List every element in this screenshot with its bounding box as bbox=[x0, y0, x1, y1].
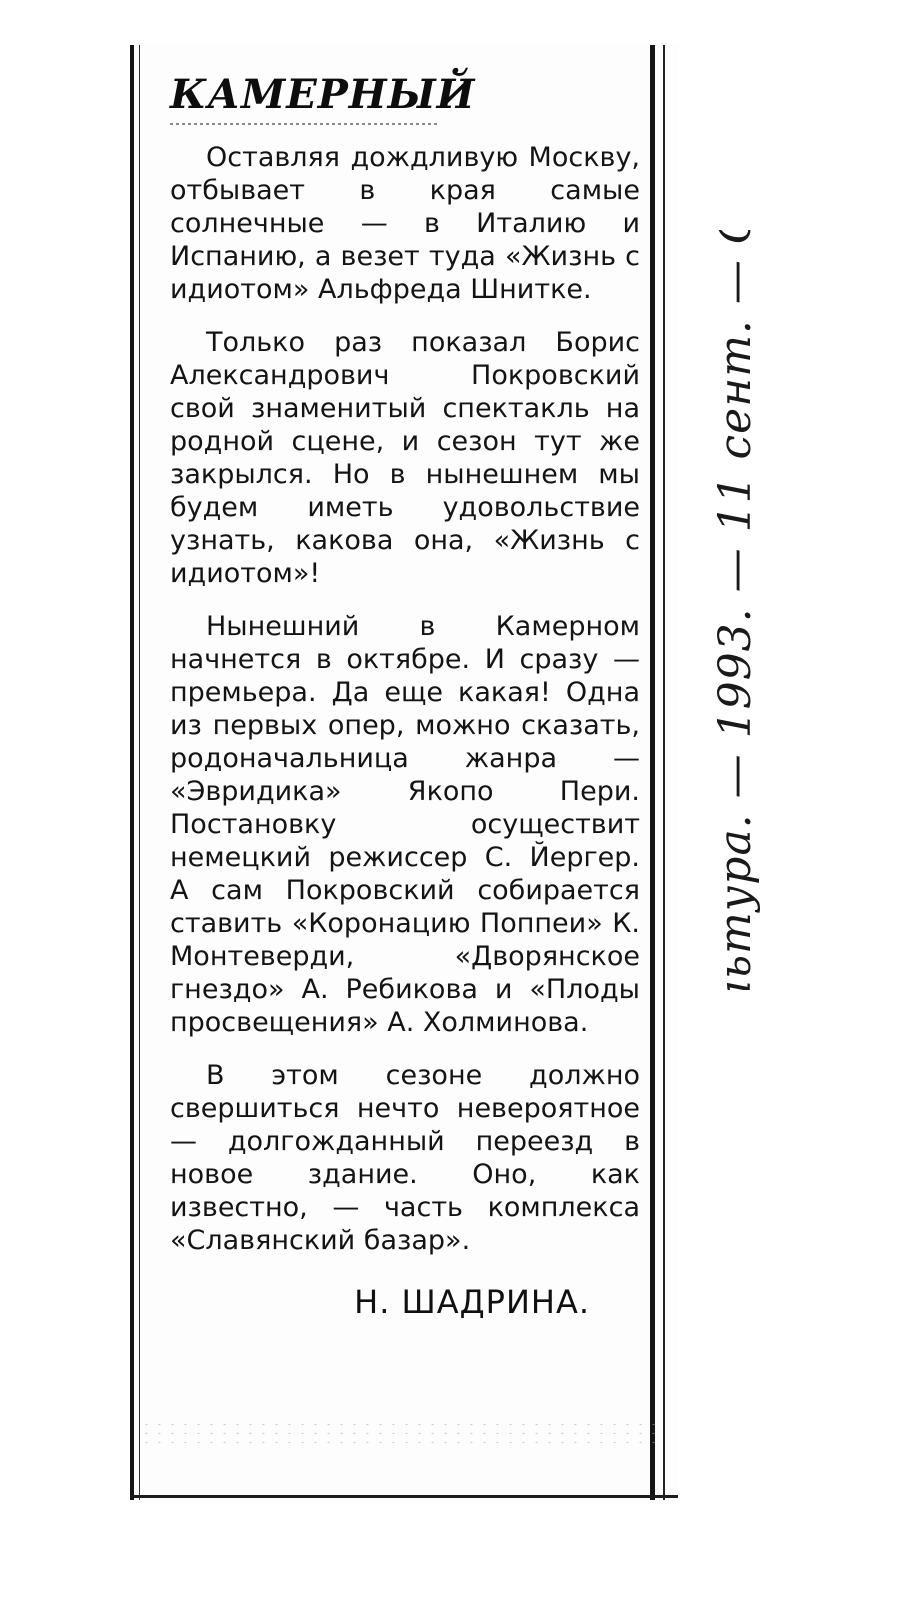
handwriting-svg bbox=[690, 230, 780, 990]
column-rule-left bbox=[130, 45, 134, 1500]
column-rule-left-inner bbox=[139, 45, 140, 1500]
article-paragraph-4: В этом сезоне должно свершиться нечто невероятное — долгожданный переезд в новое здание. Оно, как известно, — часть комплекса «Славянский базар». bbox=[170, 1060, 640, 1256]
newspaper-clipping bbox=[130, 45, 678, 1500]
column-rule-bottom bbox=[130, 1495, 678, 1498]
handwritten-citation-text: Культура. — 1993. — 11 сент. — С. 9 bbox=[710, 230, 761, 990]
column-rule-right-outer bbox=[663, 45, 665, 1500]
article-headline: КАМЕРНЫЙ bbox=[170, 71, 476, 118]
article-paragraph-2: Только раз показал Борис Александрович Покровский свой знаменитый спектакль на родной сцене, и сезон тут же закрылся. Но в нынешнем мы будем иметь удовольствие узнать, какова она, «Жизнь с идиотом»! bbox=[170, 327, 640, 589]
headline-underline bbox=[170, 123, 440, 125]
article-paragraph-1: Оставляя дождливую Москву, отбывает в края самые солнечные — в Италию и Испанию, а везет туда «Жизнь с идиотом» Альфреда Шнитке. bbox=[170, 142, 640, 305]
article-paragraph-3: Нынешний в Камерном начнется в октябре. И сразу — премьера. Да еще какая! Одна из первых опер, можно сказать, родоначальница жанра — «Эвридика» Якопо Пери. Постановку осуществит немецкий режиссер С. Йергер. А сам Покровский собирается ставить «Коронацию Поппеи» К. Монтеверди, «Дворянское гнездо» А. Ребикова и «Плоды просвещения» А. Холминова. bbox=[170, 611, 640, 1038]
column-rule-right bbox=[650, 45, 655, 1500]
article-byline: Н. ШАДРИНА. bbox=[354, 1283, 590, 1321]
article-body bbox=[170, 73, 640, 1321]
print-speckles bbox=[140, 1420, 660, 1450]
handwritten-source-note bbox=[690, 230, 780, 990]
